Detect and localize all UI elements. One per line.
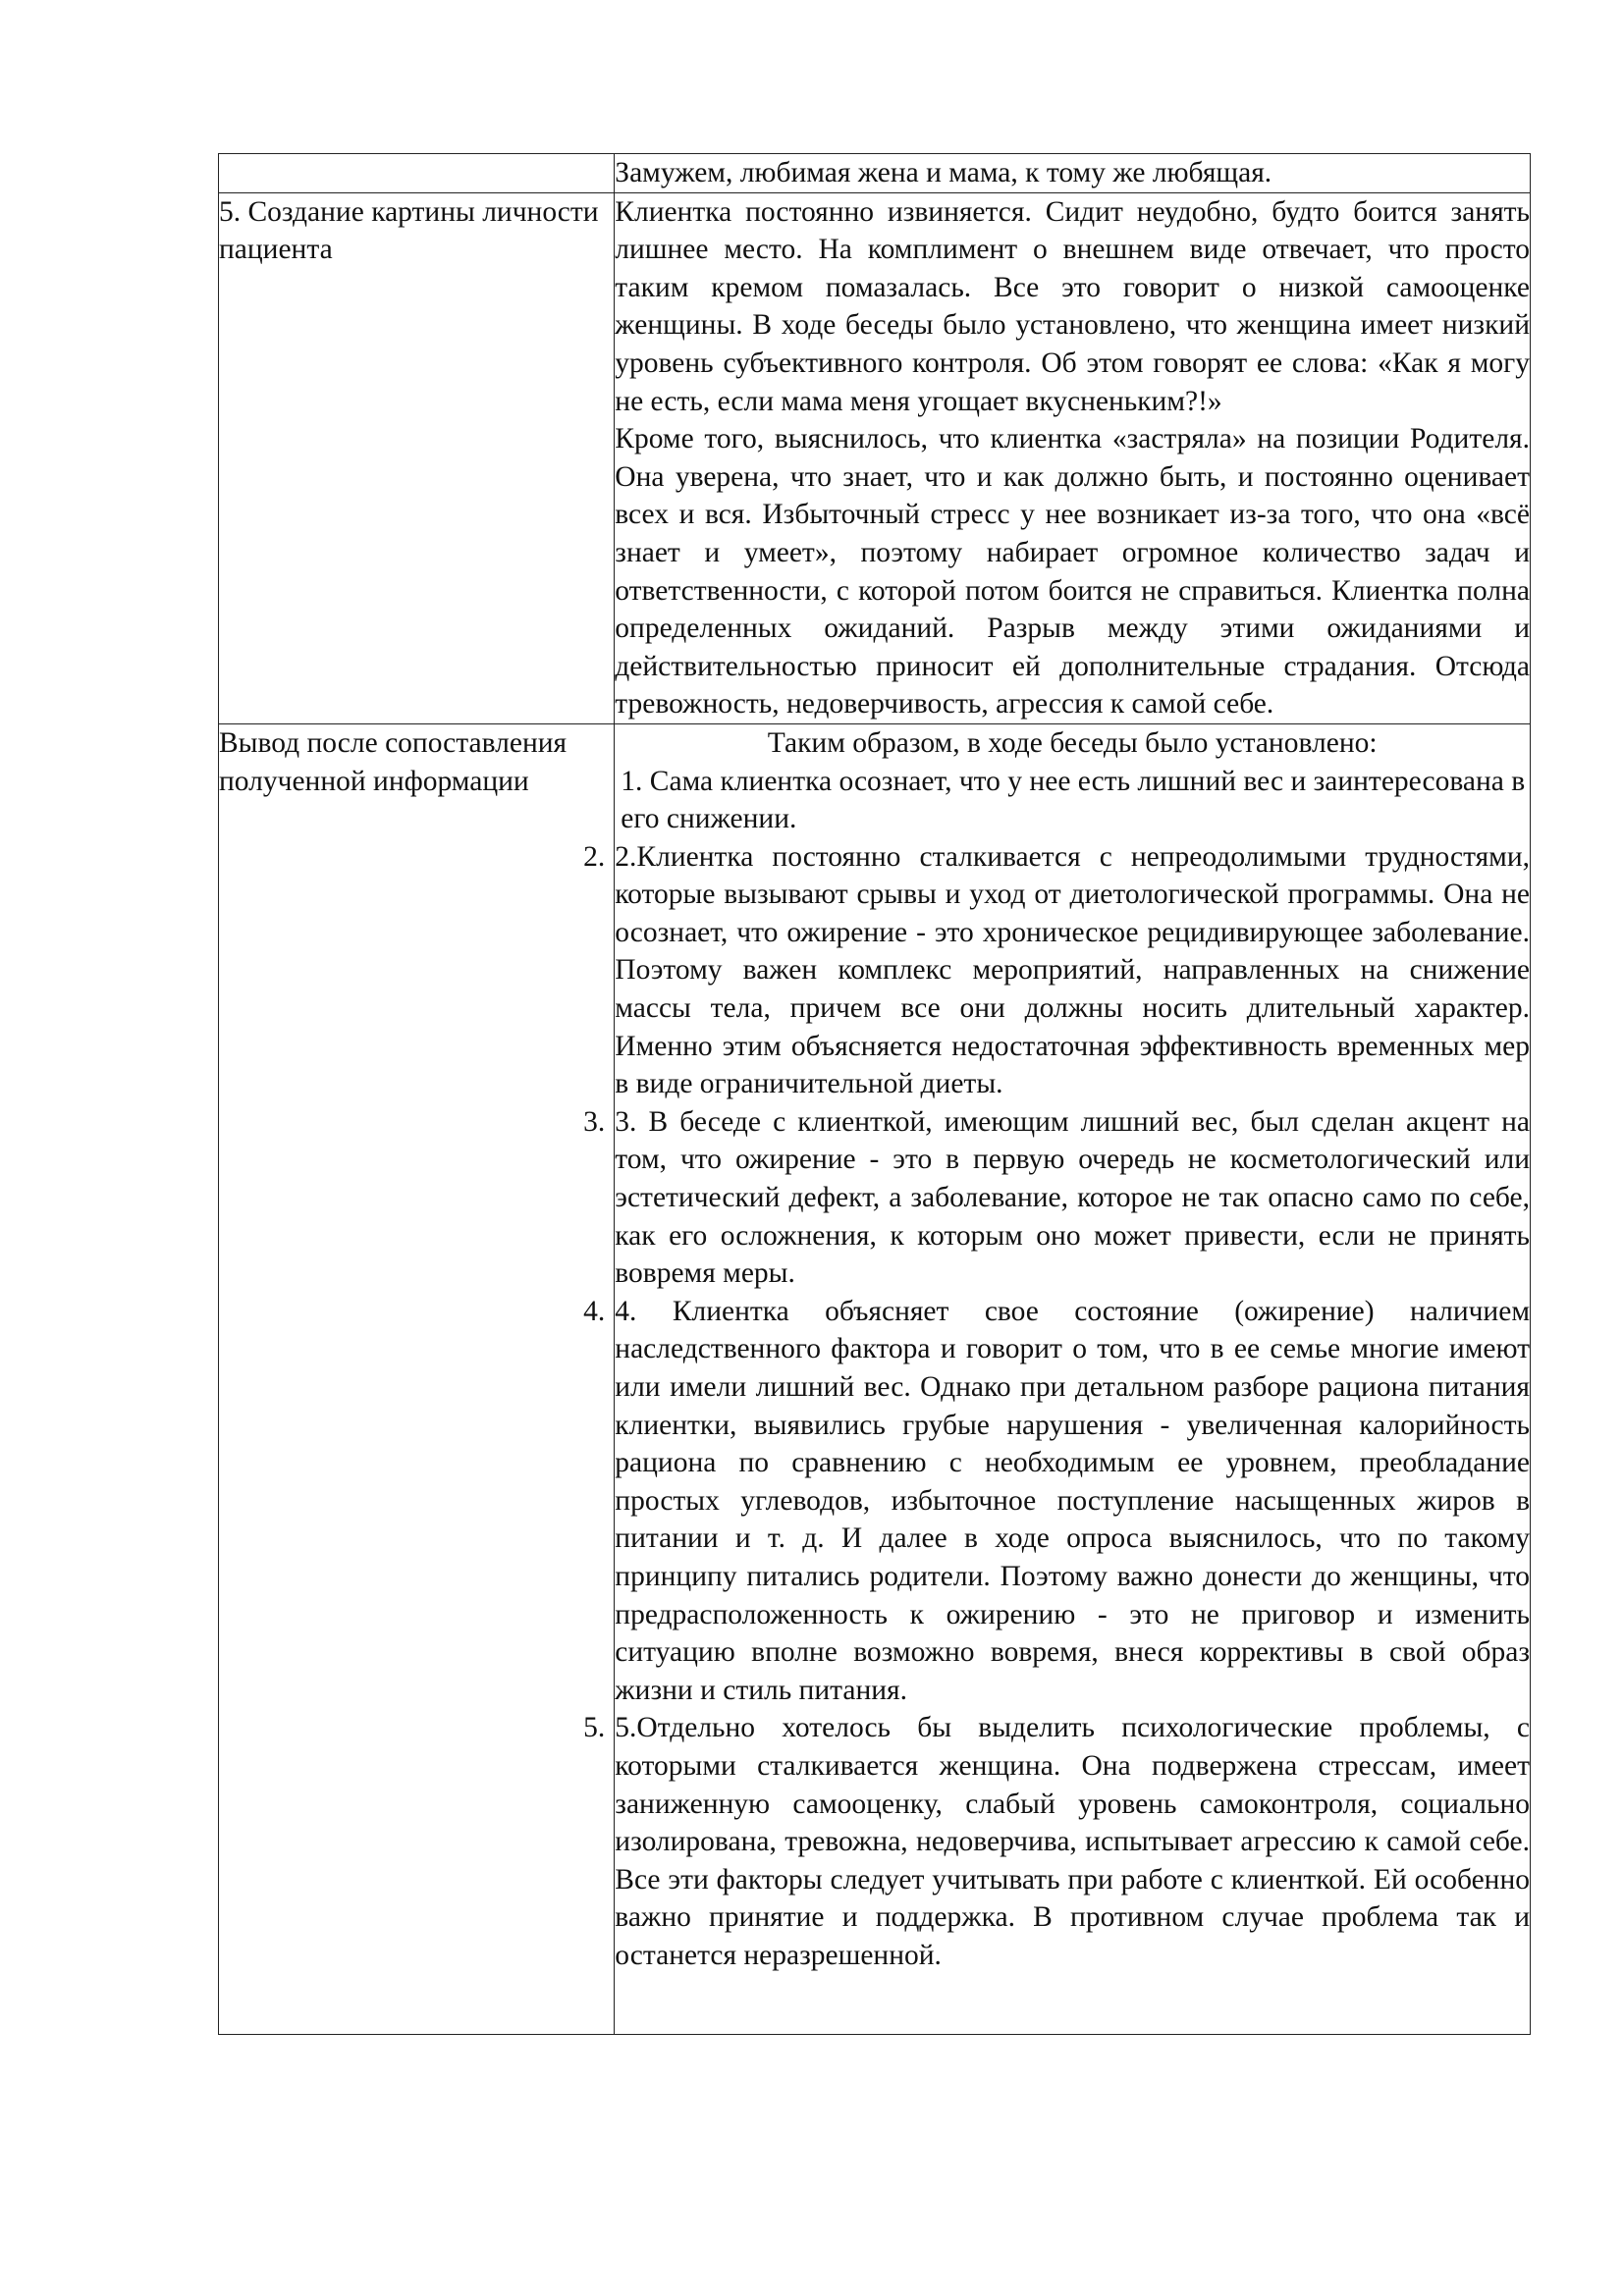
- table-cell: [219, 723, 615, 2034]
- list-number: 2.: [583, 840, 606, 873]
- table-cell: [615, 192, 1531, 723]
- conclusion-item-text: 3. В беседе с клиенткой, имеющим лишний вес, был сделан акцент на том, что ожирение - это в первую очередь не косметологический или эстетический дефект, а заболевание, которое не так опасно само по себе, как его осложнения, к которым оно может привести, если не принять вовремя меры.: [615, 1105, 1530, 1290]
- list-number: 3.: [583, 1105, 606, 1138]
- table-cell: [219, 192, 615, 723]
- table-cell: [583, 723, 1531, 2034]
- table-row: [219, 154, 1531, 193]
- conclusion-item: [583, 1709, 1530, 1974]
- conclusion-intro: Таким образом, в ходе беседы было установлено:: [767, 726, 1378, 759]
- list-number: 5.: [583, 1712, 606, 1744]
- conclusion-item-text: 5.Отдельно хотелось бы выделить психологические проблемы, с которыми сталкивается женщина. Она подвержена стрессам, имеет заниженную самооценку, слабый уровень самоконтроля, социально изолирована, тревожна, недоверчива, испытывает агрессию к самой себе. Все эти факторы следует учитывать при работе с клиенткой. Ей особенно важно принятие и поддержка. В противном случае проблема так и останется неразрешенной.: [615, 1712, 1530, 1971]
- conclusion-item-text: 2.Клиентка постоянно сталкивается с непреодолимыми трудностями, которые вызывают срывы и уход от диетологической программы. Она не осознает, что ожирение - это хроническое рецидивирующее заболевание. Поэтому важен комплекс мероприятий, направленных на снижение массы тела, причем все они должны носить длительный характер. Именно этим объясняется недостаточная эффективность временных мер в виде ограничительной диеты.: [615, 840, 1530, 1100]
- conclusion-item-1: 1. Сама клиентка осознает, что у нее есть лишний вес и заинтересована в его снижении.: [621, 765, 1526, 835]
- conclusion-item: [583, 1103, 1530, 1293]
- personality-paragraph-2: Кроме того, выяснилось, что клиентка «застряла» на позиции Родителя. Она уверена, что знает, что и как должно быть, и постоянно оценивает всех и вся. Избыточный стресс у нее возникает из-за того, что она «всё знает и умеет», поэтому набирает огромное количество задач и ответственности, с которой потом боится не справиться. Клиентка полна определенных ожиданий. Разрыв между этими ожиданиями и действительностью приносит ей дополнительные страдания. Отсюда тревожность, недоверчивость, агрессия к самой себе.: [615, 423, 1530, 721]
- table-cell-empty: [219, 154, 615, 193]
- table-row: [219, 723, 1531, 2034]
- conclusion-item: [583, 1293, 1530, 1710]
- section-label-personality: 5. Создание картины личности пациента: [219, 195, 599, 266]
- conclusion-item-text: 4. Клиентка объясняет свое состояние (ожирение) наличием наследственного фактора и говорит о том, что в ее семье многие имеют или имели лишний вес. Однако при детальном разборе рациона питания клиентки, выявились грубые нарушения - увеличенная калорийность рациона по сравнению с необходимым ее уровнем, преобладание простых углеводов, избыточное поступление насыщенных жиров в питании и т. д. И далее в ходе опроса выяснилось, что по такому принципу питались родители. Поэтому важно донести до женщины, что предрасположенность к ожирению - это не приговор и изменить ситуацию вполне возможно вовремя, внеся коррективы в свой образ жизни и стиль питания.: [615, 1295, 1530, 1706]
- list-number: 4.: [583, 1295, 606, 1327]
- table-row: [219, 192, 1531, 723]
- assessment-table: [218, 153, 1531, 2035]
- table-cell: [615, 154, 1531, 193]
- marital-status-text: Замужем, любимая жена и мама, к тому же любящая.: [615, 157, 1272, 188]
- section-label-conclusion: Вывод после сопоставления полученной информации: [219, 726, 568, 797]
- conclusion-item: [583, 838, 1530, 1103]
- personality-paragraph-1: Клиентка постоянно извиняется. Сидит неудобно, будто боится занять лишнее место. На комплимент о внешнем виде отвечает, что просто таким кремом помазалась. Все это говорит о низкой самооценке женщины. В ходе беседы было установлено, что женщина имеет низкий уровень субъективного контроля. Об этом говорят ее слова: «Как я могу не есть, если мама меня угощает вкусненьким?!»: [615, 195, 1530, 417]
